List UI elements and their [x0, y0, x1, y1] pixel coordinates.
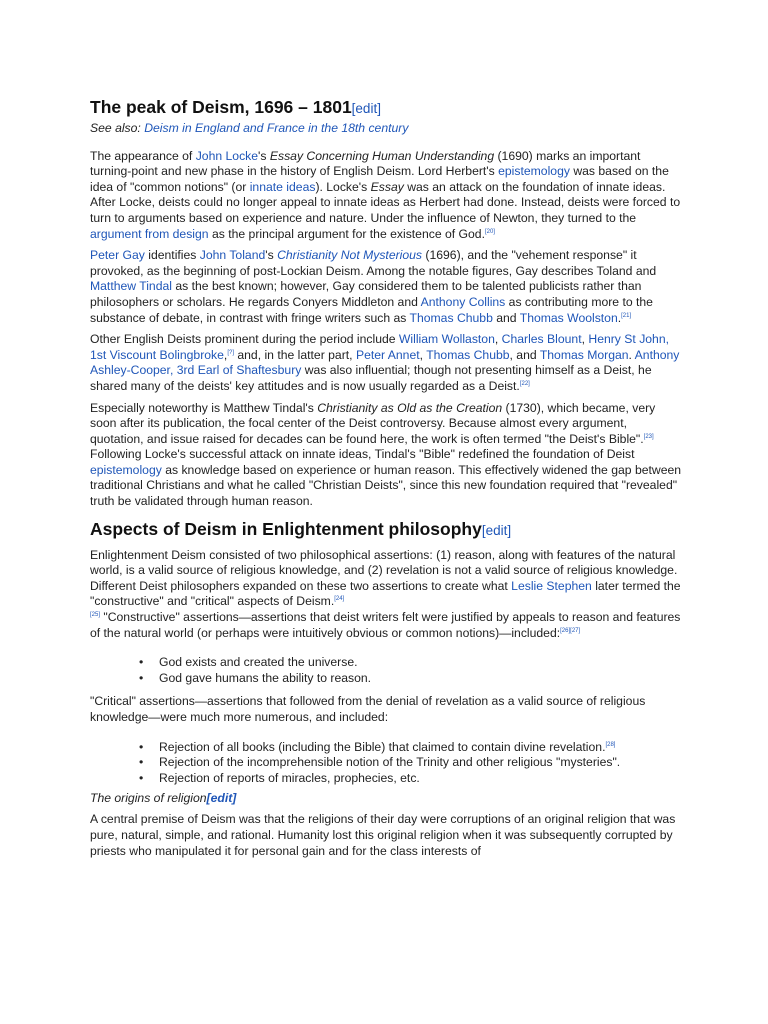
- text: The appearance of: [90, 148, 196, 163]
- italic-book-title: Christianity as Old as the Creation: [317, 400, 503, 415]
- link-john-locke[interactable]: John Locke: [195, 148, 259, 163]
- critical-assertions-list: [90, 740, 682, 787]
- link-john-toland[interactable]: John Toland: [199, 248, 266, 263]
- paragraph-other-deists: [90, 332, 682, 394]
- text: was an attack on the foundation of innate ideas. After Locke, deists could no longer appeal to innate ideas as Herbert had done. Instead, deists were forced to turn to arguments based on experience and nature. Under the influence of Newton, they turned to the: [90, 179, 681, 225]
- link-thomas-morgan[interactable]: Thomas Morgan: [539, 347, 629, 362]
- italic-essay: Essay: [370, 179, 404, 194]
- subsection-heading-origins: [90, 790, 682, 806]
- text: as knowledge based on experience or human reason. This effectively widened the gap between traditional Christians and what he called "Christian Deists", since this new foundation required that "revealed" truth be validated through human reason.: [90, 462, 682, 509]
- edit-link[interactable]: [edit]: [351, 101, 381, 116]
- list-item: • Rejection of reports of miracles, prophecies, etc.: [159, 771, 682, 787]
- citation-link[interactable]: [20]: [484, 228, 495, 235]
- link-anthony-collins[interactable]: Anthony Collins: [420, 294, 506, 309]
- text: 's: [265, 248, 278, 263]
- paragraph-locke: [90, 149, 682, 243]
- text: ). Locke's: [315, 179, 371, 194]
- text: as the principal argument for the existence of God.: [208, 226, 485, 241]
- section-title: The peak of Deism, 1696 – 1801: [90, 97, 352, 117]
- link-epistemology[interactable]: epistemology: [498, 164, 570, 179]
- citation-link[interactable]: [26][27]: [560, 627, 581, 634]
- text: 's: [258, 148, 270, 163]
- see-also-link[interactable]: Deism in England and France in the 18th century: [144, 121, 409, 135]
- text: Enlightenment Deism consisted of two philosophical assertions: (1) reason, along with features of the natural world, is a valid source of religious knowledge, and (2) revelation is not a valid source of religious knowledge. Different Deist philosophers expanded on these two assertions to create what: [90, 547, 678, 593]
- list-item: • God gave humans the ability to reason.: [159, 671, 682, 687]
- text: identifies: [144, 248, 200, 263]
- text: was based on the idea of "common notions" (or: [90, 164, 669, 194]
- link-leslie-stephen[interactable]: Leslie Stephen: [511, 578, 592, 593]
- citation-needed-link[interactable]: [?]: [227, 349, 234, 356]
- text: ,: [419, 347, 427, 362]
- link-matthew-tindal[interactable]: Matthew Tindal: [90, 279, 172, 294]
- citation-link[interactable]: [28]: [605, 741, 616, 748]
- link-thomas-chubb[interactable]: Thomas Chubb: [409, 310, 493, 325]
- link-christianity-not-mysterious[interactable]: Christianity Not Mysterious: [277, 248, 423, 263]
- italic-essay-title: Essay Concerning Human Understanding: [269, 148, 495, 163]
- link-argument-from-design[interactable]: argument from design: [90, 226, 209, 241]
- link-innate-ideas[interactable]: innate ideas: [249, 179, 316, 194]
- link-peter-annet[interactable]: Peter Annet: [355, 347, 420, 362]
- section-heading-peak-of-deism: [90, 96, 682, 120]
- see-also-label: See also:: [90, 121, 141, 135]
- citation-link[interactable]: [23]: [643, 433, 654, 440]
- text: and, in the latter part,: [233, 347, 356, 362]
- list-item: [159, 740, 682, 756]
- paragraph-origins: A central premise of Deism was that the religions of their day were corruptions of an original religion that was pure, natural, simple, and rational. Humanity lost this original religion when it was subsequently corrupted by priests who manipulated it for personal gain and for the class interests of: [90, 812, 676, 858]
- text: .: [617, 310, 622, 325]
- link-charles-blount[interactable]: Charles Blount: [501, 332, 582, 347]
- paragraph-tindal: [90, 401, 682, 510]
- text: "Constructive" assertions—assertions that deist writers felt were justified by appeals to reason and features of the natural world (or perhaps were intuitively obvious or common notions)—included:: [90, 610, 681, 640]
- text: (1730), which became, very soon after its publication, the focal center of the Deist controversy. Because almost every argument, quotation, and issue raised for decades can be found here, the work is often termed "the Deist's Bible".: [90, 400, 656, 446]
- text: Other English Deists prominent during the period include: [90, 332, 399, 347]
- section-heading-aspects: [90, 518, 682, 542]
- subsection-title: The origins of religion: [90, 791, 207, 806]
- constructive-assertions-list: [90, 655, 682, 686]
- list-item: • Rejection of the incomprehensible notion of the Trinity and other religious "mysteries".: [159, 755, 682, 771]
- paragraph-critical-assertions: "Critical" assertions—assertions that followed from the denial of revelation as a valid source of religious knowledge—were much more numerous, and included:: [90, 694, 646, 724]
- article-content: [90, 96, 682, 859]
- link-shaftesbury[interactable]: Anthony Ashley-Cooper, 3rd Earl of Shaftesbury: [90, 347, 680, 378]
- text: as contributing more to the substance of debate, in contrast with fringe writers such as: [90, 294, 653, 325]
- text: Rejection of all books (including the Bible) that claimed to contain divine revelation.: [159, 739, 606, 754]
- text: as the best known; however, Gay considered them to be talented publicists rather than philosophers or scholars. He regards Conyers Middleton and: [90, 279, 642, 309]
- text: was also influential; though not presenting himself as a Deist, he shared many of the deists' key attitudes and is now usually regarded as a Deist.: [90, 363, 652, 393]
- text: ,: [581, 332, 589, 347]
- section-title: Aspects of Deism in Enlightenment philosophy: [90, 518, 482, 539]
- link-thomas-chubb[interactable]: Thomas Chubb: [426, 347, 510, 362]
- text: ,: [494, 332, 502, 347]
- citation-link[interactable]: [21]: [621, 312, 632, 319]
- text: , and: [509, 347, 540, 362]
- text: .: [628, 347, 635, 362]
- text: (1690) marks an important turning-point and new phase in the history of English Deism. Lord Herbert's: [90, 148, 641, 179]
- see-also-note: [90, 121, 682, 137]
- citation-link[interactable]: [25]: [90, 611, 101, 618]
- text: later termed the "constructive" and "critical" aspects of Deism.: [90, 578, 681, 609]
- link-thomas-woolston[interactable]: Thomas Woolston: [519, 310, 618, 325]
- edit-link[interactable]: [edit]: [481, 522, 512, 538]
- citation-link[interactable]: [22]: [519, 380, 530, 387]
- text: Especially noteworthy is Matthew Tindal's: [90, 400, 318, 415]
- paragraph-enlightenment-deism: [90, 548, 682, 642]
- link-peter-gay[interactable]: Peter Gay: [90, 248, 145, 263]
- list-item: • God exists and created the universe.: [159, 655, 682, 671]
- paragraph-peter-gay: [90, 248, 682, 326]
- text: (1696), and the "vehement response" it provoked, as the beginning of post-Lockian Deism. Among the notable figures, Gay describes Toland and: [90, 248, 657, 278]
- citation-link[interactable]: [24]: [334, 596, 345, 603]
- link-epistemology[interactable]: epistemology: [90, 462, 162, 477]
- link-bolingbroke[interactable]: Henry St John, 1st Viscount Bolingbroke: [90, 332, 670, 362]
- text: and: [492, 310, 520, 325]
- link-william-wollaston[interactable]: William Wollaston: [398, 332, 495, 347]
- text: Following Locke's successful attack on innate ideas, Tindal's "Bible" redefined the foundation of Deist: [90, 447, 635, 462]
- edit-link[interactable]: [edit]: [206, 791, 237, 806]
- text: ,: [223, 347, 228, 362]
